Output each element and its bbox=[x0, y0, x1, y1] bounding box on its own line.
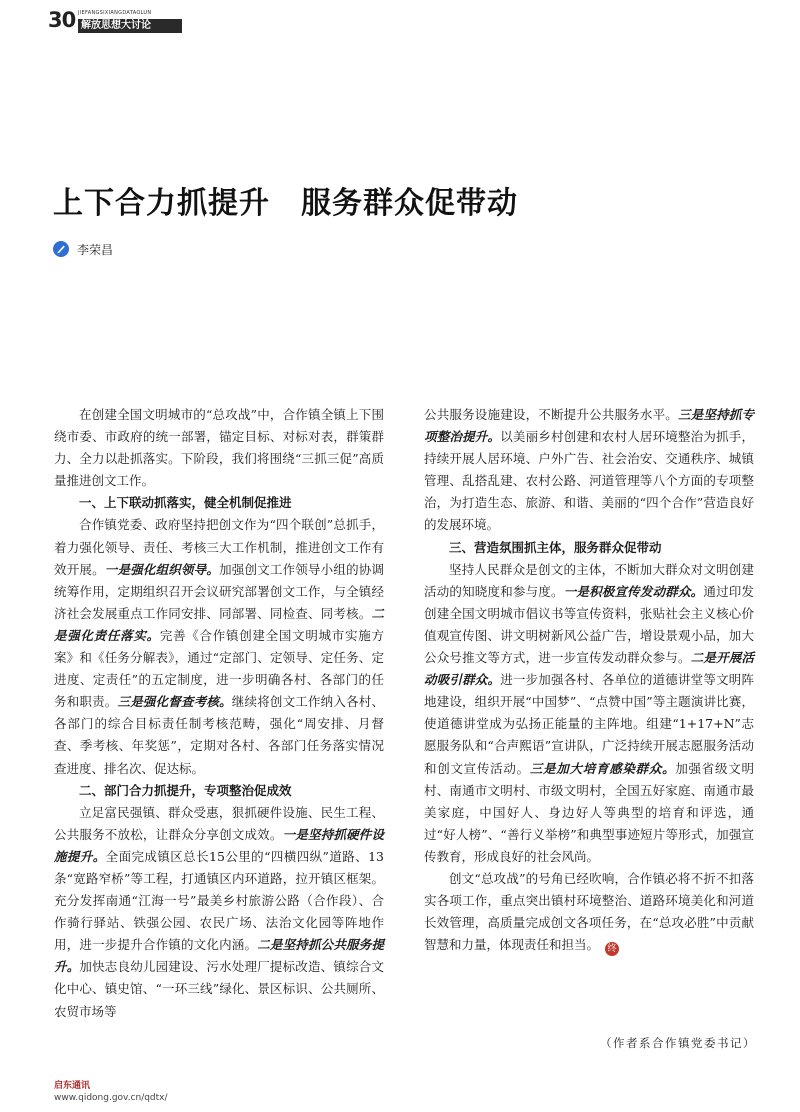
column-pinyin: JIEFANGSIXIANGDATAOLUN bbox=[78, 10, 152, 16]
text-run: 加强省级文明村、南通市文明村、市级文明村，全国五好家庭、南通市最美家庭，中国好人、身边好人等典型的培育和评选，通过“好人榜”、“善行义举榜”和典型事迹短片等形式，加强宣传教育，形成良好的社会风尚。 bbox=[424, 760, 754, 864]
page-number: 30 bbox=[48, 8, 76, 32]
section-heading: 三、营造氛围抓主体，服务群众促带动 bbox=[449, 539, 662, 555]
article-title: 上下合力抓提升 服务群众促带动 bbox=[53, 186, 518, 221]
text-run: 在创建全国文明城市的“总攻战”中，合作镇全镇上下围绕市委、市政府的统一部署，锚定目标、对标对表，群策群力、全力以赴抓落实。下阶段，我们将围绕“三抓三促”高质量推进创文工作。 bbox=[54, 407, 384, 489]
emphasis-phrase: 一是积极宣传发动群众。 bbox=[563, 583, 704, 599]
left-column bbox=[54, 404, 384, 1023]
page-footer bbox=[54, 1080, 168, 1104]
text-run: 通过印发创建全国文明城市倡议书等宣传资料，张贴社会主义核心价值观宣传图、讲文明树新风公益广告，增设景观小品，加大公众号推文等方式，进一步宣传发动群众参与。 bbox=[424, 583, 754, 666]
footer-brand: 启东通讯 bbox=[54, 1081, 91, 1091]
text-run: 完善《合作镇创建全国文明城市实施方案》和《任务分解表》，通过“定部门、定领导、定任务、定进度、定责任”的五定制度，进一步明确各村、各部门的任务和职责。 bbox=[54, 627, 384, 710]
right-column bbox=[424, 404, 754, 956]
section-heading: 一、上下联动抓落实，健全机制促推进 bbox=[79, 495, 292, 511]
emphasis-phrase: 一是坚持抓硬件设施提升。 bbox=[54, 826, 384, 864]
emphasis-phrase: 二是开展活动吸引群众。 bbox=[424, 650, 754, 688]
text-run: 坚持人民群众是创文的主体，不断加大群众对文明创建活动的知晓度和参与度。 bbox=[424, 561, 754, 599]
section-heading: 二、部门合力抓提升，专项整治促成效 bbox=[79, 782, 292, 798]
emphasis-phrase: 一是强化组织领导。 bbox=[104, 561, 220, 577]
text-run: 进一步加强各村、各单位的道德讲堂等文明阵地建设，组织开展“中国梦”、“点赞中国”等主题演讲比赛，使道德讲堂成为弘扬正能量的主阵地。组建“1+17+N”志愿服务队和“合声熙语”宣讲队，广泛持续开展志愿服务活动和创文宣传活动。 bbox=[424, 672, 754, 776]
text-run: 以美丽乡村创建和农村人居环境整治为抓手，持续开展人居环境、户外广告、社会治安、交通秩序、城镇管理、乱搭乱建、农村公路、河道管理等八个方面的专项整治，为打造生态、旅游、和谐、美丽的“四个合作”营造良好的发展环境。 bbox=[424, 429, 754, 533]
text-run: 创文“总攻战”的号角已经吹响，合作镇必将不折不扣落实各项工作，重点突出镇村环境整治、道路环境美化和河道长效管理，高质量完成创文各项任务，在“总攻必胜”中贡献智慧和力量，体现责任和担当。 bbox=[424, 870, 754, 953]
text-run: 全面完成镇区总长15公里的“四横四纵”道路、13条“宽路窄桥”等工程，打通镇区内环道路，拉开镇区框架。充分发挥南通“江海一号”最美乡村旅游公路（合作段）、合作骑行驿站、铁强公园、农民广场、法治文化园等阵地作用，进一步提升合作镇的文化内涵。 bbox=[54, 848, 384, 953]
emphasis-phrase: 二是强化责任落实。 bbox=[54, 605, 384, 643]
column-name: 解放思想大讨论 bbox=[78, 19, 182, 33]
paragraph bbox=[424, 559, 754, 868]
text-run: 立足富民强镇、群众受惠，狠抓硬件设施、民生工程、公共服务不放松，让群众分享创文成效。 bbox=[54, 804, 384, 842]
author-line bbox=[53, 240, 113, 258]
author-name: 李荣昌 bbox=[77, 242, 114, 257]
paragraph bbox=[424, 868, 754, 956]
emphasis-phrase: 三是坚持抓专项整治提升。 bbox=[424, 407, 754, 445]
paragraph bbox=[54, 404, 384, 492]
text-run: 公共服务设施建设，不断提升公共服务水平。 bbox=[424, 407, 678, 422]
paragraph bbox=[54, 514, 384, 779]
footer-url: www.qidong.gov.cn/qdtx/ bbox=[54, 1093, 168, 1103]
text-run: 加强创文工作领导小组的协调统筹作用，定期组织召开会议研究部署创文工作，与全镇经济社会发展重点工作同安排、同部署、同检查、同考核。 bbox=[54, 561, 384, 621]
text-run: 加快志良幼儿园建设、污水处理厂提标改造、镇综合文化中心、镇史馆、“一环三线”绿化、景区标识、公共厕所、农贸市场等 bbox=[54, 959, 384, 1019]
page-header bbox=[48, 8, 188, 36]
emphasis-phrase: 三是强化督查考核。 bbox=[117, 694, 232, 710]
emphasis-phrase: 三是加大培育感染群众。 bbox=[529, 760, 676, 776]
paragraph bbox=[54, 802, 384, 1023]
text-run: 继续将创文工作纳入各村、各部门的综合目标责任制考核范畴，强化“周安排、月督查、季考核、年奖惩”，定期对各村、各部门任务落实情况查进度、排名次、促达标。 bbox=[54, 694, 384, 776]
emphasis-phrase: 二是坚持抓公共服务提升。 bbox=[54, 937, 384, 975]
paragraph bbox=[424, 404, 754, 537]
author-note: （作者系合作镇党委书记） bbox=[600, 1036, 756, 1050]
end-mark-icon: 终 bbox=[605, 942, 619, 956]
pen-icon bbox=[53, 241, 69, 257]
text-run: 合作镇党委、政府坚持把创文作为“四个联创”总抓手，着力强化领导、责任、考核三大工作机制，推进创文工作有效开展。 bbox=[54, 517, 384, 577]
